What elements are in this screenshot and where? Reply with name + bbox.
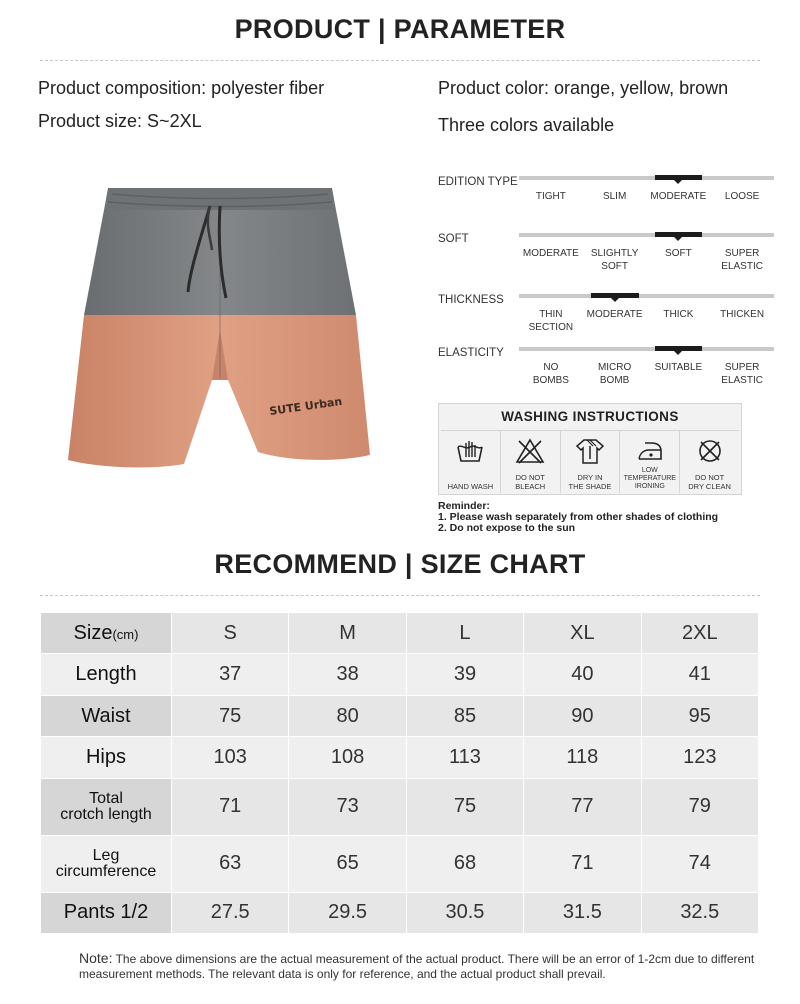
scale-track [519,294,774,298]
row-label: Pants 1/2 [41,892,172,934]
table-cell: 75 [172,695,289,736]
table-row [41,737,759,778]
do-not-dry-clean-icon [695,437,725,465]
scale-track [519,233,774,237]
table-cell: 75 [406,778,523,835]
scale-option: NO BOMBS [532,362,569,386]
wash-label: DO NOT DRY CLEAN [688,473,731,491]
scale-label: SOFT [438,233,469,245]
size-col-header: S [172,613,289,654]
shorts-logo: SUTE Urban [268,394,343,418]
reminder-1: 1. Please wash separately from other shades of clothing [438,511,719,523]
row-label-line: Total [89,789,123,807]
scale-selected-marker [591,293,639,298]
size-col-header: XL [524,613,641,654]
table-cell: 41 [641,654,758,695]
row-label: Waist [41,695,172,736]
low-temperature-ironing-icon [635,437,665,465]
table-cell: 63 [172,835,289,892]
table-cell: 65 [289,835,406,892]
scale-selected-marker [655,232,703,237]
product-color: Product color: orange, yellow, brown [438,78,729,98]
dry-in-shade-icon [575,437,605,465]
colors-available: Three colors available [438,115,615,135]
table-cell: 71 [524,835,641,892]
table-row [41,835,759,892]
table-cell: 27.5 [172,892,289,934]
measurement-note [79,951,759,982]
reminder-2: 2. Do not expose to the sun [438,522,576,534]
table-cell: 38 [289,654,406,695]
parameter-heading: PRODUCT | PARAMETER [234,14,566,44]
scale-label: THICKNESS [438,294,504,306]
table-cell: 39 [406,654,523,695]
table-cell: 31.5 [524,892,641,934]
row-label [41,778,172,835]
table-cell: 103 [172,737,289,778]
scale-option: MODERATE [522,248,579,259]
table-cell: 85 [406,695,523,736]
wash-item-do-not-bleach [501,431,561,493]
scale-option: SUPER ELASTIC [721,362,763,386]
table-row [41,695,759,736]
wash-item-dry-in-shade [561,431,621,493]
table-row [41,778,759,835]
wash-item-do-not-dry-clean [680,431,739,493]
table-cell: 108 [289,737,406,778]
wash-label: LOW TEMPERATURE IRONING [623,467,676,490]
row-label: Length [41,654,172,695]
heading-divider [40,60,760,61]
product-image [60,180,380,480]
scale-option: THICKEN [720,309,765,320]
size-col-header: L [406,613,523,654]
washing-instructions-box [438,403,742,495]
product-composition: Product composition: polyester fiber [38,78,325,98]
scale-selected-marker [655,175,703,180]
note-text: The above dimensions are the actual measurement of the actual product. There will be an error of 1-2cm due to different measurement methods. The relevant data is only for reference, and the actual product shall prevail. [79,952,755,981]
table-cell: 95 [641,695,758,736]
size-unit: (cm) [112,626,139,642]
scale-option: TIGHT [535,191,566,202]
wash-label: HAND WASH [447,482,494,491]
scale-option: MICRO BOMB [597,362,632,386]
table-cell: 37 [172,654,289,695]
scale-label: ELASTICITY [438,347,504,359]
table-header-row [41,613,759,654]
do-not-bleach-icon [515,437,545,465]
size-header-label: Size [73,621,113,644]
heading-divider [40,595,760,596]
table-cell: 68 [406,835,523,892]
scale-option: THIN SECTION [528,309,574,333]
product-size: Product size: S~2XL [38,111,202,131]
scale-label: EDITION TYPE [438,176,518,188]
row-label-line: crotch length [60,805,152,823]
wash-item-hand-wash [441,431,501,493]
scale-option: THICK [663,309,694,320]
hand-wash-icon [455,437,485,465]
scale-option: SUITABLE [654,362,703,373]
table-cell: 30.5 [406,892,523,934]
table-cell: 74 [641,835,758,892]
row-label-line: circumference [55,862,157,880]
table-cell: 29.5 [289,892,406,934]
size-chart-table [40,612,759,934]
scale-option: SOFT [665,248,692,259]
table-row [41,892,759,934]
size-col-header: 2XL [641,613,758,654]
table-cell: 90 [524,695,641,736]
size-col-header: M [289,613,406,654]
scale-track [519,176,774,180]
scale-option: SLIM [602,191,627,202]
table-cell: 71 [172,778,289,835]
table-cell: 32.5 [641,892,758,934]
row-label-line: Leg [92,846,120,864]
table-cell: 73 [289,778,406,835]
table-cell: 118 [524,737,641,778]
table-cell: 123 [641,737,758,778]
table-cell: 40 [524,654,641,695]
scale-track [519,347,774,351]
wash-label: DRY IN THE SHADE [568,473,612,491]
wash-item-low-temperature-ironing [620,431,680,493]
note-head: Note: [79,950,113,966]
scale-selected-marker [655,346,703,351]
reminder-title: Reminder: [438,500,490,512]
scale-option: SUPER ELASTIC [721,248,763,272]
table-row [41,654,759,695]
table-cell: 80 [289,695,406,736]
table-cell: 113 [406,737,523,778]
washing-title: WASHING INSTRUCTIONS [501,409,679,424]
wash-label: DO NOT BLEACH [515,473,546,491]
size-chart-heading: RECOMMEND | SIZE CHART [214,549,586,579]
scale-option: LOOSE [724,191,760,202]
row-label: Hips [41,737,172,778]
table-cell: 79 [641,778,758,835]
row-label [41,835,172,892]
scale-option: SLIGHTLY SOFT [590,248,639,272]
scale-option: MODERATE [650,191,707,202]
scale-option: MODERATE [586,309,643,320]
size-header-cell [41,613,172,654]
table-cell: 77 [524,778,641,835]
